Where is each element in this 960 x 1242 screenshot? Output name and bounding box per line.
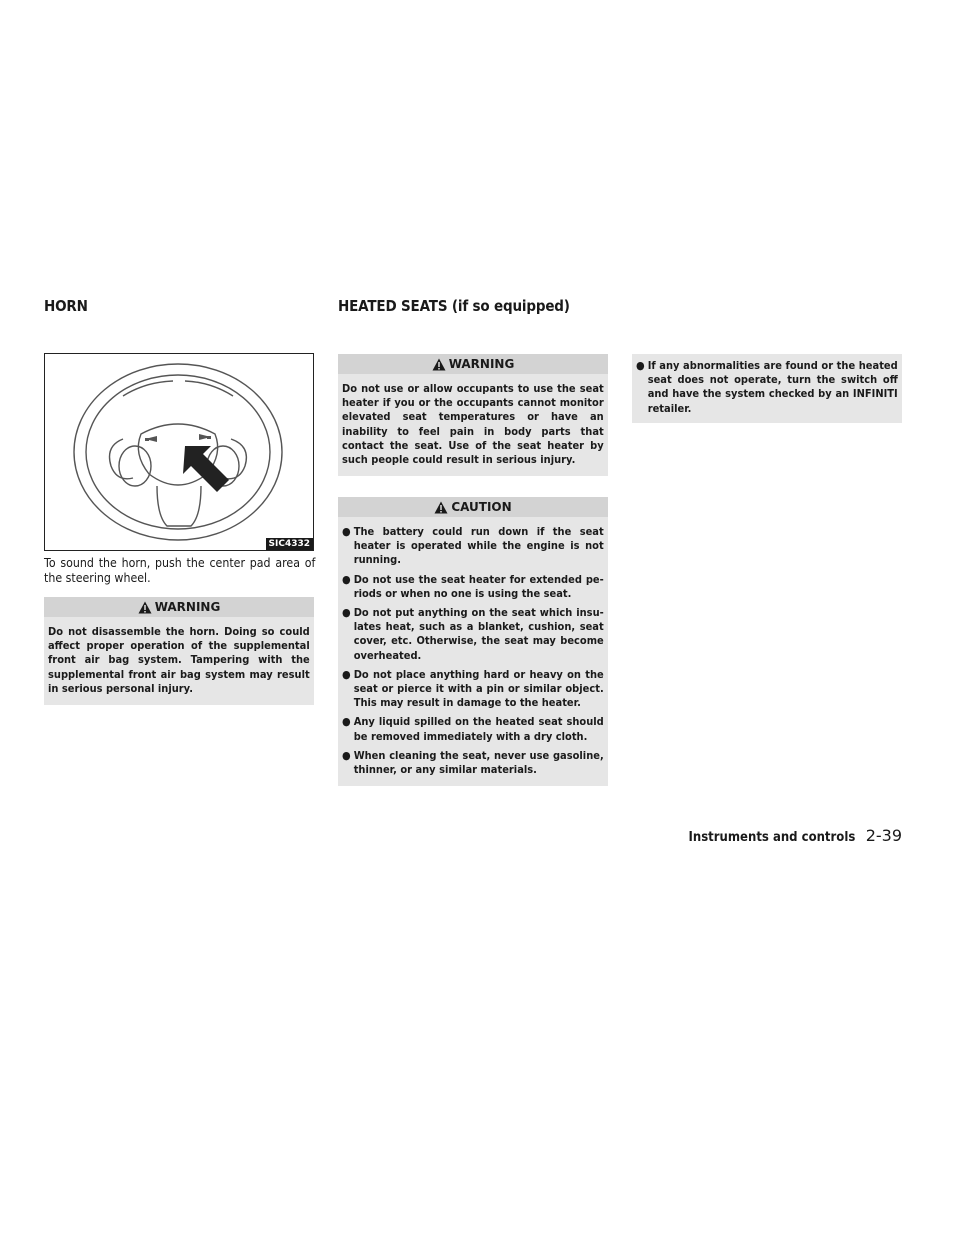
caution-list-continued: [636, 359, 898, 416]
caution-header: [338, 497, 608, 517]
warning-header: [338, 354, 608, 374]
heading-heated-seats: HEATED SEATS (if so equipped): [338, 297, 570, 315]
page-number: 2-39: [865, 826, 902, 845]
caution-body-continued: [632, 354, 902, 423]
heading-horn: HORN: [44, 297, 88, 315]
caution-triangle-icon: [434, 501, 448, 514]
caution-body: [338, 517, 608, 786]
heated-warning-text: Do not use or allow occupants to use the seat heater if you or the occupants cannot monitor elevated seat temperatures or have an inability to feel pain in body parts that contact the seat. Use of the seat heater by such people could result in serious injury.: [342, 382, 604, 467]
warning-header: [44, 597, 314, 617]
heated-warning-box: [338, 354, 608, 476]
warning-triangle-icon: [138, 601, 152, 614]
bullet-icon: ●: [636, 359, 645, 372]
steering-wheel-illustration: [45, 354, 313, 550]
bullet-icon: ●: [342, 667, 351, 681]
heated-caution-box: [338, 497, 608, 786]
list-item: ● The battery could run down if the seat heater is operated while the engine is not running.: [342, 525, 604, 567]
horn-warning-box: [44, 597, 314, 705]
warning-triangle-icon: [432, 358, 446, 371]
heated-caution-continued-box: [632, 354, 902, 423]
list-item: ● If any abnormalities are found or the heated seat does not operate, turn the switch off and have the system checked by an INFINITI retailer.: [636, 359, 898, 415]
caution-title: CAUTION: [451, 500, 512, 514]
list-item: ● Do not place anything hard or heavy on the seat or pierce it with a pin or similar object. This may result in damage to the heater.: [342, 667, 604, 710]
bullet-icon: ●: [342, 715, 351, 729]
bullet-icon: ●: [342, 606, 351, 620]
footer-section-title: Instruments and controls: [688, 830, 856, 845]
list-item: ● Any liquid spilled on the heated seat should be removed immediately with a dry cloth.: [342, 715, 604, 743]
steering-wheel-figure: [44, 353, 314, 551]
bullet-icon: ●: [342, 748, 351, 762]
page-footer: [670, 826, 902, 845]
warning-body: [44, 617, 314, 705]
horn-warning-text: Do not disassemble the horn. Doing so could affect proper operation of the supplemental front air bag system. Tampering with the supplemental front air bag system may result in serious personal injury.: [48, 625, 310, 695]
bullet-icon: ●: [342, 525, 351, 538]
list-item: ● Do not put anything on the seat which insu-lates heat, such as a blanket, cushion, seat cover, etc. Otherwise, the seat may become overheated.: [342, 606, 604, 662]
list-item: ● Do not use the seat heater for extended pe-riods or when no one is using the seat.: [342, 572, 604, 600]
bullet-icon: ●: [342, 572, 351, 586]
warning-body: [338, 374, 608, 476]
caution-list: [342, 525, 604, 777]
figure-label: SIC4332: [266, 538, 313, 550]
list-item: ● When cleaning the seat, never use gasoline, thinner, or any similar materials.: [342, 748, 604, 777]
horn-instruction: To sound the horn, push the center pad area of the steering wheel.: [44, 556, 316, 585]
warning-title: WARNING: [448, 357, 515, 371]
warning-title: WARNING: [154, 600, 221, 614]
